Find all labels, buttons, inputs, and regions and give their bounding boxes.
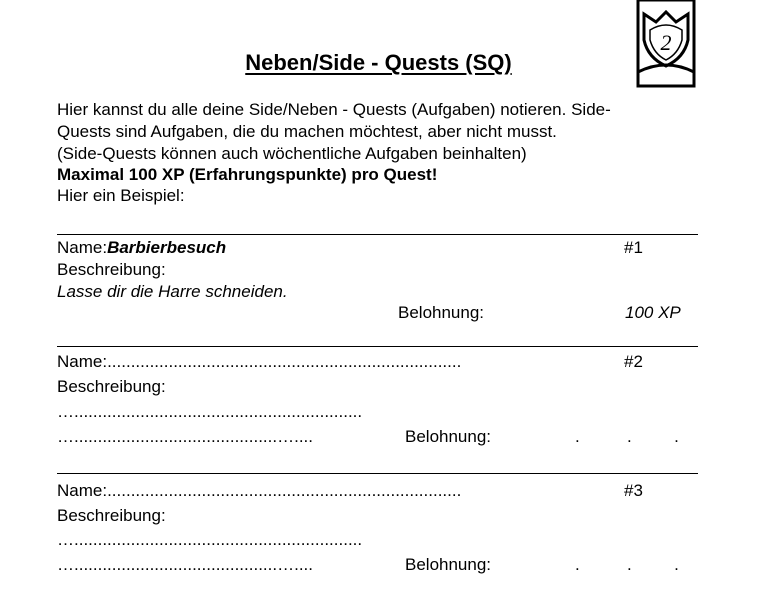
quest-divider: [57, 234, 698, 235]
name-label: Name:: [57, 238, 108, 257]
shield-badge-icon: [636, 0, 696, 88]
quest-number: #2: [624, 352, 643, 371]
reward-field-dots: . . .: [575, 555, 679, 574]
description-label: Beschreibung:: [57, 377, 166, 396]
intro-line-5: Hier ein Beispiel:: [57, 186, 185, 205]
description-field-dots: …...........................................…....: [57, 427, 313, 446]
name-value: Barbierbesuch: [107, 238, 227, 257]
description-field-dots: ….............................................................: [57, 530, 363, 549]
intro-line-3: (Side-Quests können auch wöchentliche Aufgaben beinhalten): [57, 144, 527, 163]
quest-divider: [57, 473, 698, 474]
reward-label: Belohnung:: [398, 303, 485, 322]
description-label: Beschreibung:: [57, 260, 166, 279]
intro-line-1: Hier kannst du alle deine Side/Neben - Quests (Aufgaben) notieren. Side-: [57, 100, 611, 119]
quest-number: #1: [624, 238, 643, 257]
logo-number: 2: [660, 30, 672, 55]
page-title: Neben/Side - Quests (SQ): [245, 50, 512, 75]
intro-line-4: Maximal 100 XP (Erfahrungspunkte) pro Quest!: [57, 165, 438, 184]
description-label: Beschreibung:: [57, 506, 166, 525]
intro-line-2: Quests sind Aufgaben, die du machen möchtest, aber nicht musst.: [57, 122, 557, 141]
quest-divider: [57, 346, 698, 347]
name-label: Name:: [57, 481, 108, 500]
quest-3-name: [57, 482, 461, 499]
name-field-dots: ...........................................................................: [107, 481, 462, 500]
reward-field-dots: . . .: [575, 427, 679, 446]
quest-1-name: [57, 239, 226, 256]
name-label: Name:: [57, 352, 108, 371]
quest-2-name: [57, 353, 461, 370]
reward-value: 100 XP: [625, 303, 681, 322]
description-field-dots: ….............................................................: [57, 402, 363, 421]
name-field-dots: ...........................................................................: [107, 352, 462, 371]
reward-label: Belohnung:: [405, 555, 492, 574]
description-value: Lasse dir die Harre schneiden.: [57, 282, 288, 301]
description-field-dots: …...........................................…....: [57, 555, 313, 574]
quest-number: #3: [624, 481, 643, 500]
reward-label: Belohnung:: [405, 427, 492, 446]
